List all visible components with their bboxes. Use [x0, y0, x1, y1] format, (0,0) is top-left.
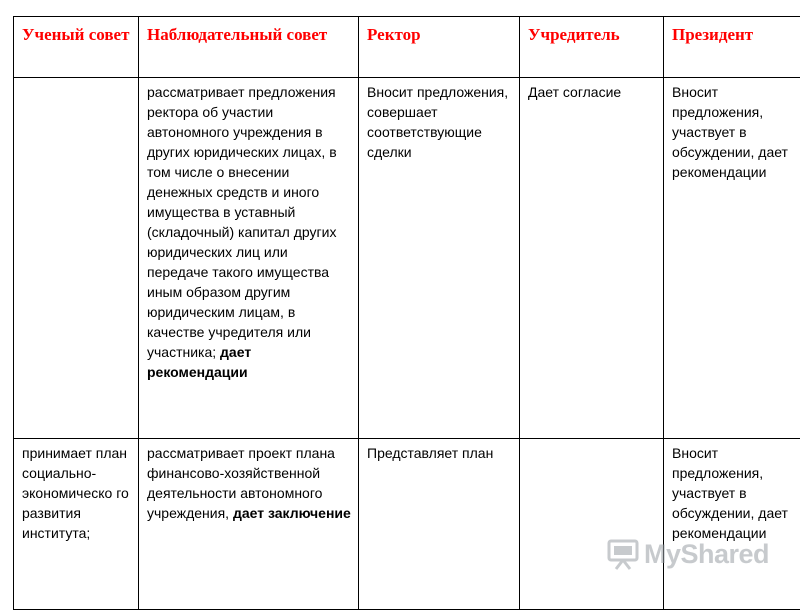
cell-text: Вносит предложения, совершает соответствующие сделки [359, 78, 519, 162]
header-cell [14, 17, 139, 78]
cell-text: Представляет план [359, 439, 519, 463]
table-cell [139, 78, 359, 439]
header-supervisory-board: Наблюдательный совет [139, 17, 358, 45]
header-row [14, 17, 800, 78]
table-cell [520, 439, 664, 610]
header-cell [520, 17, 664, 78]
table-cell [664, 78, 800, 439]
header-academic-council: Ученый совет [14, 17, 138, 45]
table-cell [520, 78, 664, 439]
cell-text: принимает план социально-экономическо го развития института; [14, 439, 138, 543]
cell-text: Вносит предложения, участвует в обсуждении, дает рекомендации [664, 78, 800, 182]
header-cell [139, 17, 359, 78]
watermark-text: MyShared [644, 539, 769, 570]
table-row [14, 439, 800, 610]
cell-text [14, 78, 138, 82]
table-cell [359, 78, 520, 439]
header-founder: Учредитель [520, 17, 663, 45]
table-cell [14, 78, 139, 439]
table-row [14, 78, 800, 439]
cell-text: Дает согласие [520, 78, 663, 102]
responsibility-table [13, 16, 800, 610]
header-cell [664, 17, 800, 78]
cell-text: Вносит предложения, участвует в обсуждении, дает рекомендации [664, 439, 800, 543]
header-president: Президент [664, 17, 800, 45]
cell-text-regular: рассматривает проект плана финансово-хозяйственной деятельности автономного учреждения, [147, 445, 335, 521]
table-cell [14, 439, 139, 610]
cell-text-bold: дает заключение [233, 505, 351, 521]
header-cell [359, 17, 520, 78]
cell-text-regular: рассматривает предложения ректора об участии автономного учреждения в других юридических лицах, в том числе о внесении денежных средств и иного имущества в уставный (складочный) капитал других юридических лиц или передаче такого имущества иным образом другим юридическим лицам, в качестве учредителя или участника; [147, 84, 337, 360]
header-rector: Ректор [359, 17, 519, 45]
cell-text [520, 439, 663, 443]
cell-text-bold: дает рекомендации [147, 344, 251, 380]
table-cell [139, 439, 359, 610]
cell-text [139, 439, 358, 523]
cell-text [139, 78, 358, 382]
table-cell [664, 439, 800, 610]
table-cell [359, 439, 520, 610]
